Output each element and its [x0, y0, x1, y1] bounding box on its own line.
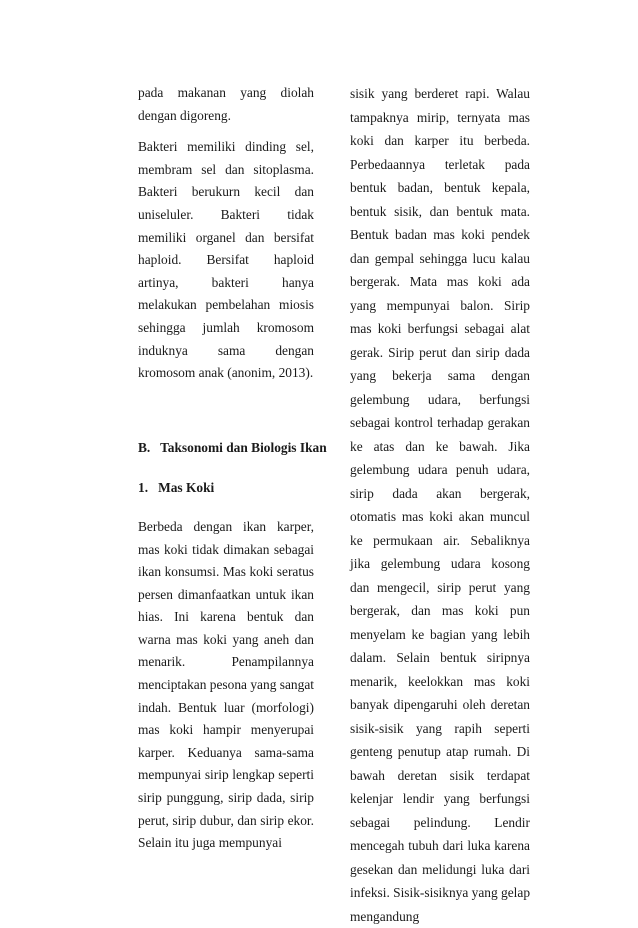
section-heading-taksonomi: B. Taksonomi dan Biologis Ikan [138, 439, 327, 455]
left-column [138, 82, 327, 855]
subsection-heading-mas-koki: 1. Mas Koki [138, 480, 215, 496]
right-column [350, 82, 530, 928]
paragraph-mas-koki-continued: sisik yang berderet rapi. Walau tampaknya mirip, ternyata mas koki dan karper itu berbeda. Perbedaannya terletak pada bentuk badan, bentuk kepala, bentuk sisik, dan bentuk mata. Bentuk badan mas koki pendek dan gempal sehingga lucu kalau bergerak. Mata mas koki ada yang mempunyai balon. Sirip mas koki berfungsi sebagai alat gerak. Sirip perut dan sirip dada yang bekerja sama dengan gelembung udara, berfungsi sebagai kontrol terhadap gerakan ke atas dan ke bawah. Jika gelembung udara penuh udara, sirip dada akan bergerak, otomatis mas koki akan muncul ke permukaan air. Sebaliknya jika gelembung udara kosong dan mengecil, sirip perut yang bergerak, dan mas koki pun menyelam ke bagian yang lebih dalam. Selain bentuk siripnya menarik, keelokkan mas koki banyak dipengaruhi oleh deretan sisik-sisik yang rapih seperti genteng penutup atap rumah. Di bawah deretan sisik terdapat kelenjar lendir yang berfungsi sebagai pelindung. Lendir mencegah tubuh dari luka karena gesekan dan melidungi luka dari infeksi. Sisik-sisiknya yang gelap mengandung [350, 86, 531, 924]
paragraph-digoreng: pada makanan yang diolah dengan digoreng. [138, 85, 314, 123]
paragraph-bakteri: Bakteri memiliki dinding sel, membram sel dan sitoplasma. Bakteri berukurn kecil dan uniseluler. Bakteri tidak memiliki organel dan bersifat haploid. Bersifat haploid artinya, bakteri hanya melakukan pembelahan miosis sehingga jumlah kromosom induknya sama dengan kromosom anak (anonim, 2013). [138, 139, 314, 381]
paragraph-mas-koki: Berbeda dengan ikan karper, mas koki tidak dimakan sebagai ikan konsumsi. Mas koki seratus persen dimanfaatkan untuk ikan hias. Ini karena bentuk dan warna mas koki yang aneh dan menarik. Penampilannya menciptakan pesona yang sangat indah. Bentuk luar (morfologi) mas koki hampir menyerupai karper. Keduanya sama-sama mempunyai sirip lengkap seperti sirip punggung, sirip dada, sirip perut, sirip dubur, dan sirip ekor. Selain itu juga mempunyai [138, 518, 314, 851]
